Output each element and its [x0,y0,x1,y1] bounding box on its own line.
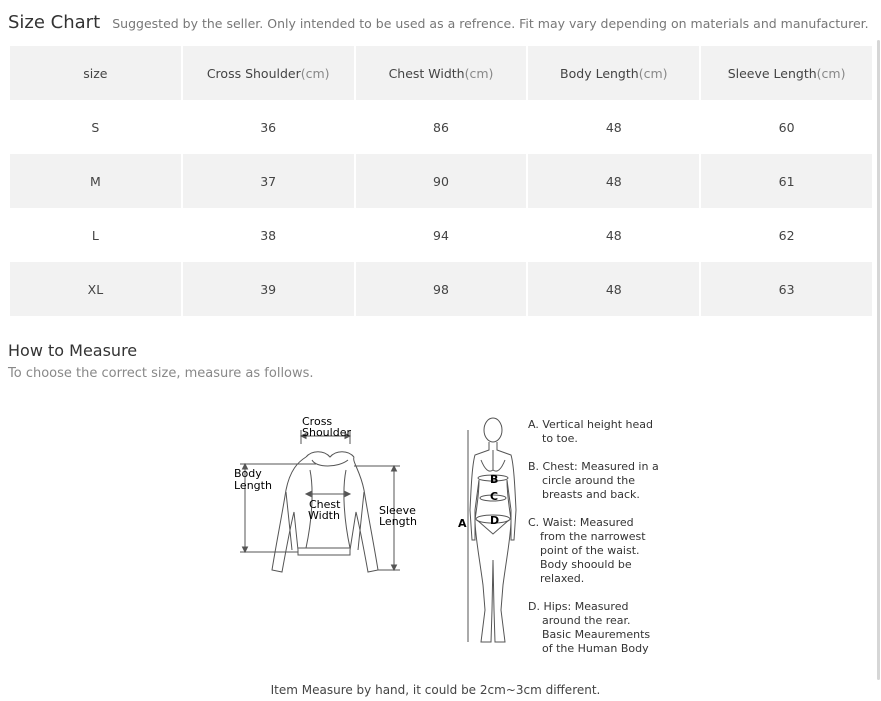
table-cell: 48 [605,119,622,135]
table-cell: 36 [260,119,277,135]
label-sleeve: Sleeve [379,504,416,517]
label-sleeve-length: Length [379,515,417,528]
table-cell: 39 [183,262,354,316]
label-shoulder: Shoulder [302,426,351,439]
size-chart-note: Suggested by the seller. Only intended to be used as a refrence. Fit may vary depending on materials and manufacturer. [112,16,869,31]
table-row [10,154,872,208]
label-body: Body [234,467,262,480]
column-header-sleeve-length: Sleeve Length(cm) [701,46,872,100]
table-cell: M [10,154,181,208]
table-cell: 98 [356,262,527,316]
table-cell: 94 [433,227,449,243]
table-row [10,208,872,262]
table-cell: 62 [778,227,795,243]
note-b: B. Chest: Measured in a circle around the breasts and back. [528,460,659,501]
scrollbar[interactable] [875,0,881,701]
table-cell: L [91,227,99,243]
note-c: C. Waist: Measured from the narrowest point of the waist. Body shoould be relaxed. [528,516,646,585]
label-chest: Chest [309,498,341,511]
size-chart-header [8,12,874,40]
column-header-body-length: Body Length(cm) [528,46,699,100]
size-table [8,46,874,316]
table-cell: 90 [356,154,527,208]
sweater-measure-diagram [228,410,428,580]
body-measure-figure [455,410,530,648]
measure-notes [528,418,698,670]
size-chart-title: Size Chart [8,12,101,33]
table-cell: 86 [433,119,449,135]
column-header-size: size [10,46,181,100]
label-width: Width [308,509,340,522]
table-cell: 60 [778,119,795,135]
table-cell: S [91,119,100,135]
table-header-row [10,46,872,100]
note-d: D. Hips: Measured around the rear. Basic Meaurements of the Human Body [528,600,651,655]
how-to-measure-title: How to Measure [8,341,138,360]
table-cell: XL [10,262,181,316]
marker-d: D [490,514,500,527]
how-to-measure-subtitle: To choose the correct size, measure as follows. [8,366,314,381]
table-cell: 38 [260,227,277,243]
table-cell: 37 [183,154,354,208]
scrollbar-thumb[interactable] [877,40,880,680]
label-length: Length [234,479,272,492]
column-header-chest-width: Chest Width(cm) [356,46,527,100]
note-a: A. Vertical height head to toe. [528,418,654,445]
table-row [10,262,872,316]
table-cell: 61 [701,154,872,208]
table-cell: 48 [528,262,699,316]
table-cell: 48 [528,154,699,208]
table-cell: 48 [605,227,622,243]
table-cell: 63 [701,262,872,316]
table-row [10,100,872,154]
footer-note: Item Measure by hand, it could be 2cm~3cm different. [270,683,601,697]
column-header-cross-shoulder: Cross Shoulder(cm) [183,46,354,100]
label-cross: Cross [302,415,333,428]
marker-c: C [490,490,499,503]
marker-b: B [490,473,499,486]
marker-a: A [458,517,467,530]
